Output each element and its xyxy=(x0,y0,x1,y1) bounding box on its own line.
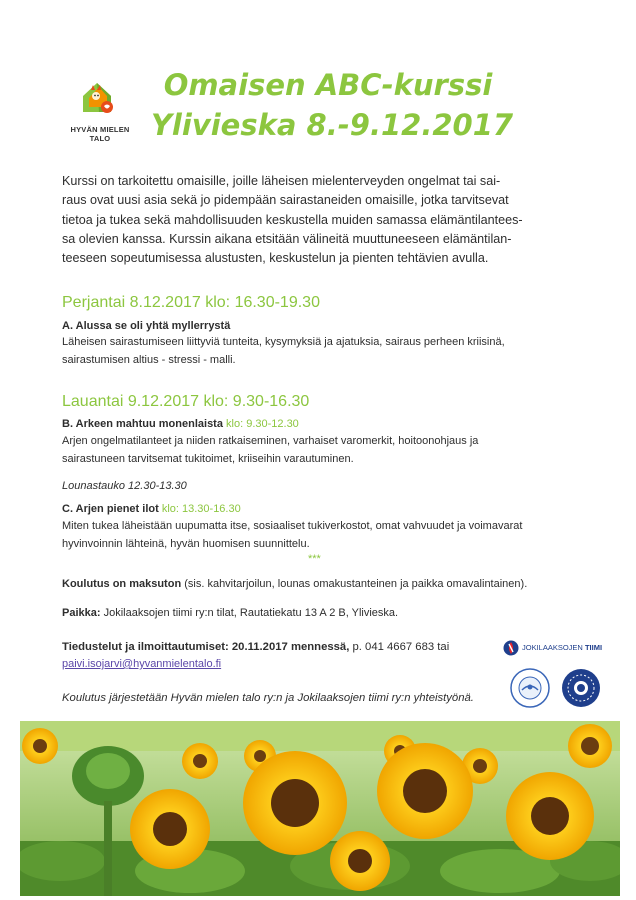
intro-paragraph xyxy=(62,172,582,268)
section-a-line: sairastumisen altius - stressi - malli. xyxy=(62,353,236,366)
section-c-line: Miten tukea läheistään uupumatta itse, sosiaaliset tukiverkostot, omat vahvuudet ja voimavarat xyxy=(62,520,523,532)
intro-line: sa olevien kanssa. Kurssin aikana etsitään välineitä muuttuneeseen elämäntilan- xyxy=(62,231,512,246)
footer-note: Koulutus järjestetään Hyvän mielen talo ry:n ja Jokilaaksojen tiimi ry:n yhteistyönä. xyxy=(62,692,474,704)
contact-info xyxy=(62,639,449,657)
jokilaaksojen-tiimi-logo xyxy=(503,640,615,658)
sunflower-field-photo xyxy=(20,721,620,896)
page-subtitle: Ylivieska 8.-9.12.2017 xyxy=(150,108,514,142)
fee-rest: (sis. kahvitarjoilun, lounas omakustanteinen ja paikka omavalintainen). xyxy=(181,578,528,590)
round-seal-logo-2 xyxy=(561,668,601,708)
round-seal-logo-1 xyxy=(510,668,550,708)
section-b-line: sairastuneen tarvitsemat tukitoimet, kriiseihin varautuminen. xyxy=(62,452,354,465)
tiimi-logo-text2: TIIMI xyxy=(584,643,603,652)
saturday-heading: Lauantai 9.12.2017 klo: 9.30-16.30 xyxy=(62,393,310,410)
place-bold: Paikka: xyxy=(62,607,101,619)
intro-line: Kurssi on tarkoitettu omaisille, joille läheisen mielenterveyden ongelmat tai sai- xyxy=(62,174,501,188)
section-c-text xyxy=(62,518,522,553)
section-a-title: A. Alussa se oli yhtä myllerrystä xyxy=(62,320,231,332)
section-c-time: klo: 13.30-16.30 xyxy=(161,503,241,515)
section-b-line: Arjen ongelmatilanteet ja niiden ratkaiseminen, varhaiset varomerkit, hoitoonohjaus ja xyxy=(62,435,479,447)
tiimi-logo-text1: JOKILAAKSOJEN xyxy=(522,643,583,652)
separator-stars: *** xyxy=(308,553,321,565)
page-title: Omaisen ABC-kurssi xyxy=(163,68,493,102)
contact-email-link[interactable]: paivi.isojarvi@hyvanmielentalo.fi xyxy=(62,658,222,670)
section-c-line: hyvinvoinnin lähteinä, hyvän huomisen suunnittelu. xyxy=(62,537,310,550)
section-a-text xyxy=(62,334,505,369)
lunch-break: Lounastauko 12.30-13.30 xyxy=(62,480,187,492)
intro-line: raus ovat uusi asia sekä jo pidempään sairastaneiden omaisille, jotka tarvitsevat xyxy=(62,193,509,208)
fee-bold: Koulutus on maksuton xyxy=(62,578,182,590)
intro-line: tietoa ja tukea sekä mahdollisuuden keskustella muiden samassa elämäntilantees- xyxy=(62,212,523,227)
section-a-line: Läheisen sairastumiseen liittyviä tunteita, kysymyksiä ja ajatuksia, sairaus perheen kriisinä, xyxy=(62,336,505,348)
contact-rest: p. 041 4667 683 tai xyxy=(349,641,450,653)
logo-label: HYVÄN MIELEN TALO xyxy=(70,125,130,143)
place-info xyxy=(62,605,398,623)
contact-bold: Tiedustelut ja ilmoittautumiset: 20.11.2017 mennessä, xyxy=(62,641,350,653)
section-c-name: C. Arjen pienet ilot xyxy=(62,503,159,515)
tiimi-logo-icon xyxy=(503,640,519,656)
section-b-text xyxy=(62,433,478,468)
section-b-name: B. Arkeen mahtuu monenlaista xyxy=(62,418,223,430)
section-c-title xyxy=(62,503,241,515)
fee-info xyxy=(62,576,527,594)
contact-email-row xyxy=(62,656,221,674)
friday-heading: Perjantai 8.12.2017 klo: 16.30-19.30 xyxy=(62,294,320,311)
section-b-time: klo: 9.30-12.30 xyxy=(226,418,299,430)
tiimi-logo-text xyxy=(522,643,602,652)
place-rest: Jokilaaksojen tiimi ry:n tilat, Rautatiekatu 13 A 2 B, Ylivieska. xyxy=(100,607,399,619)
intro-line: teeseen sopeutumisessa alustusten, keskustelun ja pienten tehtävien avulla. xyxy=(62,251,489,266)
section-b-title xyxy=(62,418,299,430)
